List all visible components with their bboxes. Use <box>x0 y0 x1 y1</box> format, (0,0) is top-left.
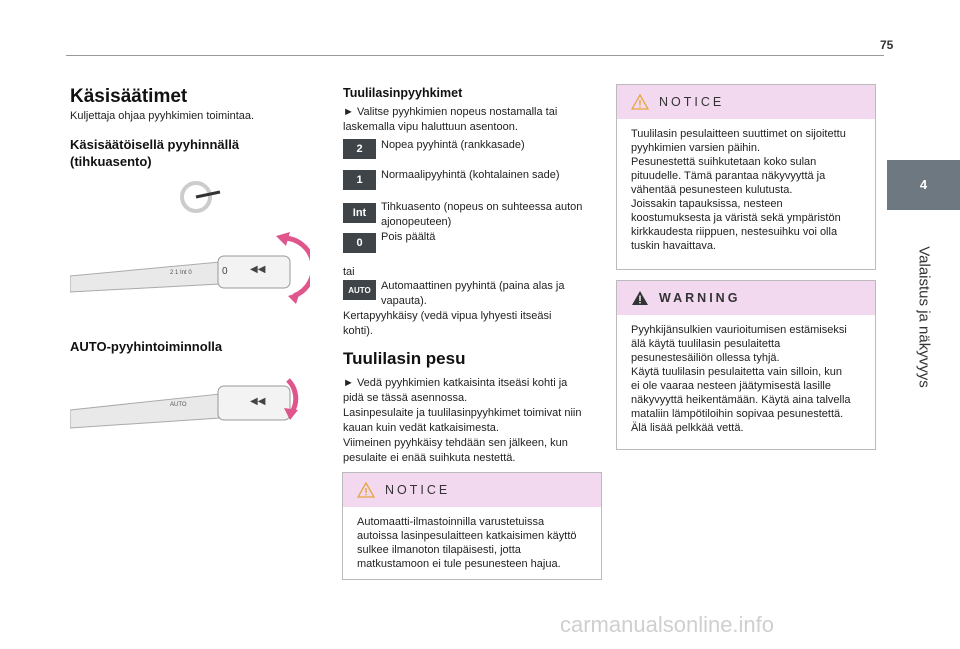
subheading-auto: AUTO-pyyhintoiminnolla <box>70 339 223 354</box>
notice-line-2: autoissa lasinpesulaitteen katkaisimen käyttö <box>357 530 577 542</box>
warning-line: ei ole vaaraa nesteen jäätymisestä lasille <box>631 380 831 392</box>
wiper-stalk-auto-illustration <box>70 372 310 444</box>
steering-wheel-icon <box>176 181 222 213</box>
instruction-line-1: ► Valitse pyyhkimien nopeus nostamalla tai <box>343 106 558 118</box>
notice-line-3: sulkee ilmanoton tilapäisesti, jotta <box>357 544 521 556</box>
wash-line-1: ► Vedä pyyhkimien katkaisinta itseäsi kohti ja <box>343 377 568 389</box>
svg-text:0: 0 <box>222 266 228 277</box>
speed-text-0: Pois päältä <box>381 231 436 243</box>
notice-line: kirkkaudesta riippuen, nestesuihku voi olla <box>631 226 838 238</box>
svg-text:◀◀: ◀◀ <box>250 396 266 407</box>
warning-line: Älä lisää pelkkää vettä. <box>631 422 744 434</box>
notice-header <box>617 85 875 119</box>
wash-line-6: pesulaite ei enää suihkuta nestettä. <box>343 452 516 464</box>
chapter-label-box <box>887 212 960 422</box>
notice-header <box>343 473 601 507</box>
warning-title: WARNING <box>659 291 741 305</box>
speed-chip-int: Int <box>343 203 376 223</box>
single-wipe-text-2: kohti). <box>343 325 373 337</box>
notice-title: NOTICE <box>659 95 725 109</box>
warning-box <box>616 280 876 450</box>
speed-text-2: Nopea pyyhintä (rankkasade) <box>381 139 525 151</box>
notice-line: tuskin havaittava. <box>631 240 716 252</box>
wash-line-3: Lasinpesulaite ja tuulilasinpyyhkimet toimivat niin <box>343 407 582 419</box>
warning-line: mataliin lämpötiloihin sopivaa pesunestettä. <box>631 408 844 420</box>
speed-text-int: Tihkuasento (nopeus on suhteessa auton <box>381 201 583 213</box>
svg-text:AUTO: AUTO <box>170 402 187 408</box>
wash-line-4: kauan kuin vedät katkaisimesta. <box>343 422 499 434</box>
notice-line: Pesunestettä suihkutetaan koko sulan <box>631 156 817 168</box>
warning-header <box>617 281 875 315</box>
speed-chip-2: 2 <box>343 139 376 159</box>
notice-line: koostumuksesta ja väristä sekä ympäristön <box>631 212 841 224</box>
notice-line: vähentää pesunesteen kulutusta. <box>631 184 793 196</box>
subheading-manual: Käsisäätöisellä pyyhinnällä (tihkuasento) <box>70 137 240 169</box>
or-text: tai <box>343 266 355 278</box>
warning-line: näkyvyyttä heikentämään. Käytä aina talvella <box>631 394 851 406</box>
notice-line: pituudelle. Tämä parantaa näkyvyyttä ja <box>631 170 826 182</box>
wiper-stalk-illustration <box>70 226 310 306</box>
notice-triangle-icon <box>357 482 375 498</box>
header-rule <box>66 55 884 56</box>
section-title: Käsisäätimet <box>70 86 188 107</box>
single-wipe-text-1: Kertapyyhkäisy (vedä vipua lyhyesti itseäsi <box>343 310 552 322</box>
wipers-heading: Tuulilasinpyyhkimet <box>343 86 463 100</box>
notice-line-4: matkustamoon ei tule pesunesteen hajua. <box>357 558 561 570</box>
speed-chip-1: 1 <box>343 170 376 190</box>
notice-line: Tuulilasin pesulaitteen suuttimet on sijoitettu <box>631 128 846 140</box>
chapter-tab[interactable] <box>887 160 960 210</box>
warning-line: Käytä tuulilasin pesulaitetta vain silloin, kun <box>631 366 842 378</box>
svg-text:2 1 Int 0: 2 1 Int 0 <box>170 270 192 276</box>
notice-line-1: Automaatti-ilmastoinnilla varustetuissa <box>357 516 545 528</box>
instruction-line-2: laskemalla vipu haluttuun asentoon. <box>343 121 518 133</box>
page-number: 75 <box>880 38 894 52</box>
auto-chip: AUTO <box>343 280 376 300</box>
auto-text-2: vapauta). <box>381 295 427 307</box>
notice-box-col2 <box>342 472 602 580</box>
notice-line: pyyhkimien varsien päihin. <box>631 142 761 154</box>
wash-title: Tuulilasin pesu <box>343 349 466 368</box>
speed-text-int-2: ajonopeuteen) <box>381 216 452 228</box>
warning-line: älä käytä tuulilasin pesulaitetta <box>631 338 781 350</box>
wash-line-2: pidä se tässä asennossa. <box>343 392 468 404</box>
chapter-number: 4 <box>919 177 928 192</box>
notice-triangle-icon <box>631 94 649 110</box>
watermark: carmanualsonline.info <box>560 612 775 637</box>
wash-line-5: Viimeinen pyyhkäisy tehdään sen jälkeen, kun <box>343 437 568 449</box>
speed-text-1: Normaalipyyhintä (kohtalainen sade) <box>381 169 560 181</box>
speed-chip-0: 0 <box>343 233 376 253</box>
svg-text:◀◀: ◀◀ <box>250 264 266 275</box>
warning-line: Pyyhkijänsulkien vaurioitumisen estämiseksi <box>631 324 847 336</box>
notice-title: NOTICE <box>385 483 451 497</box>
auto-text-1: Automaattinen pyyhintä (paina alas ja <box>381 280 565 292</box>
warning-triangle-icon <box>631 290 649 306</box>
notice-box-col3 <box>616 84 876 270</box>
intro-text: Kuljettaja ohjaa pyyhkimien toimintaa. <box>70 110 255 122</box>
chapter-label: Valaistus ja näkyvyys <box>915 246 932 388</box>
notice-line: Joissakin tapauksissa, nesteen <box>631 198 783 210</box>
warning-line: pesunestesäiliön ollessa tyhjä. <box>631 352 780 364</box>
